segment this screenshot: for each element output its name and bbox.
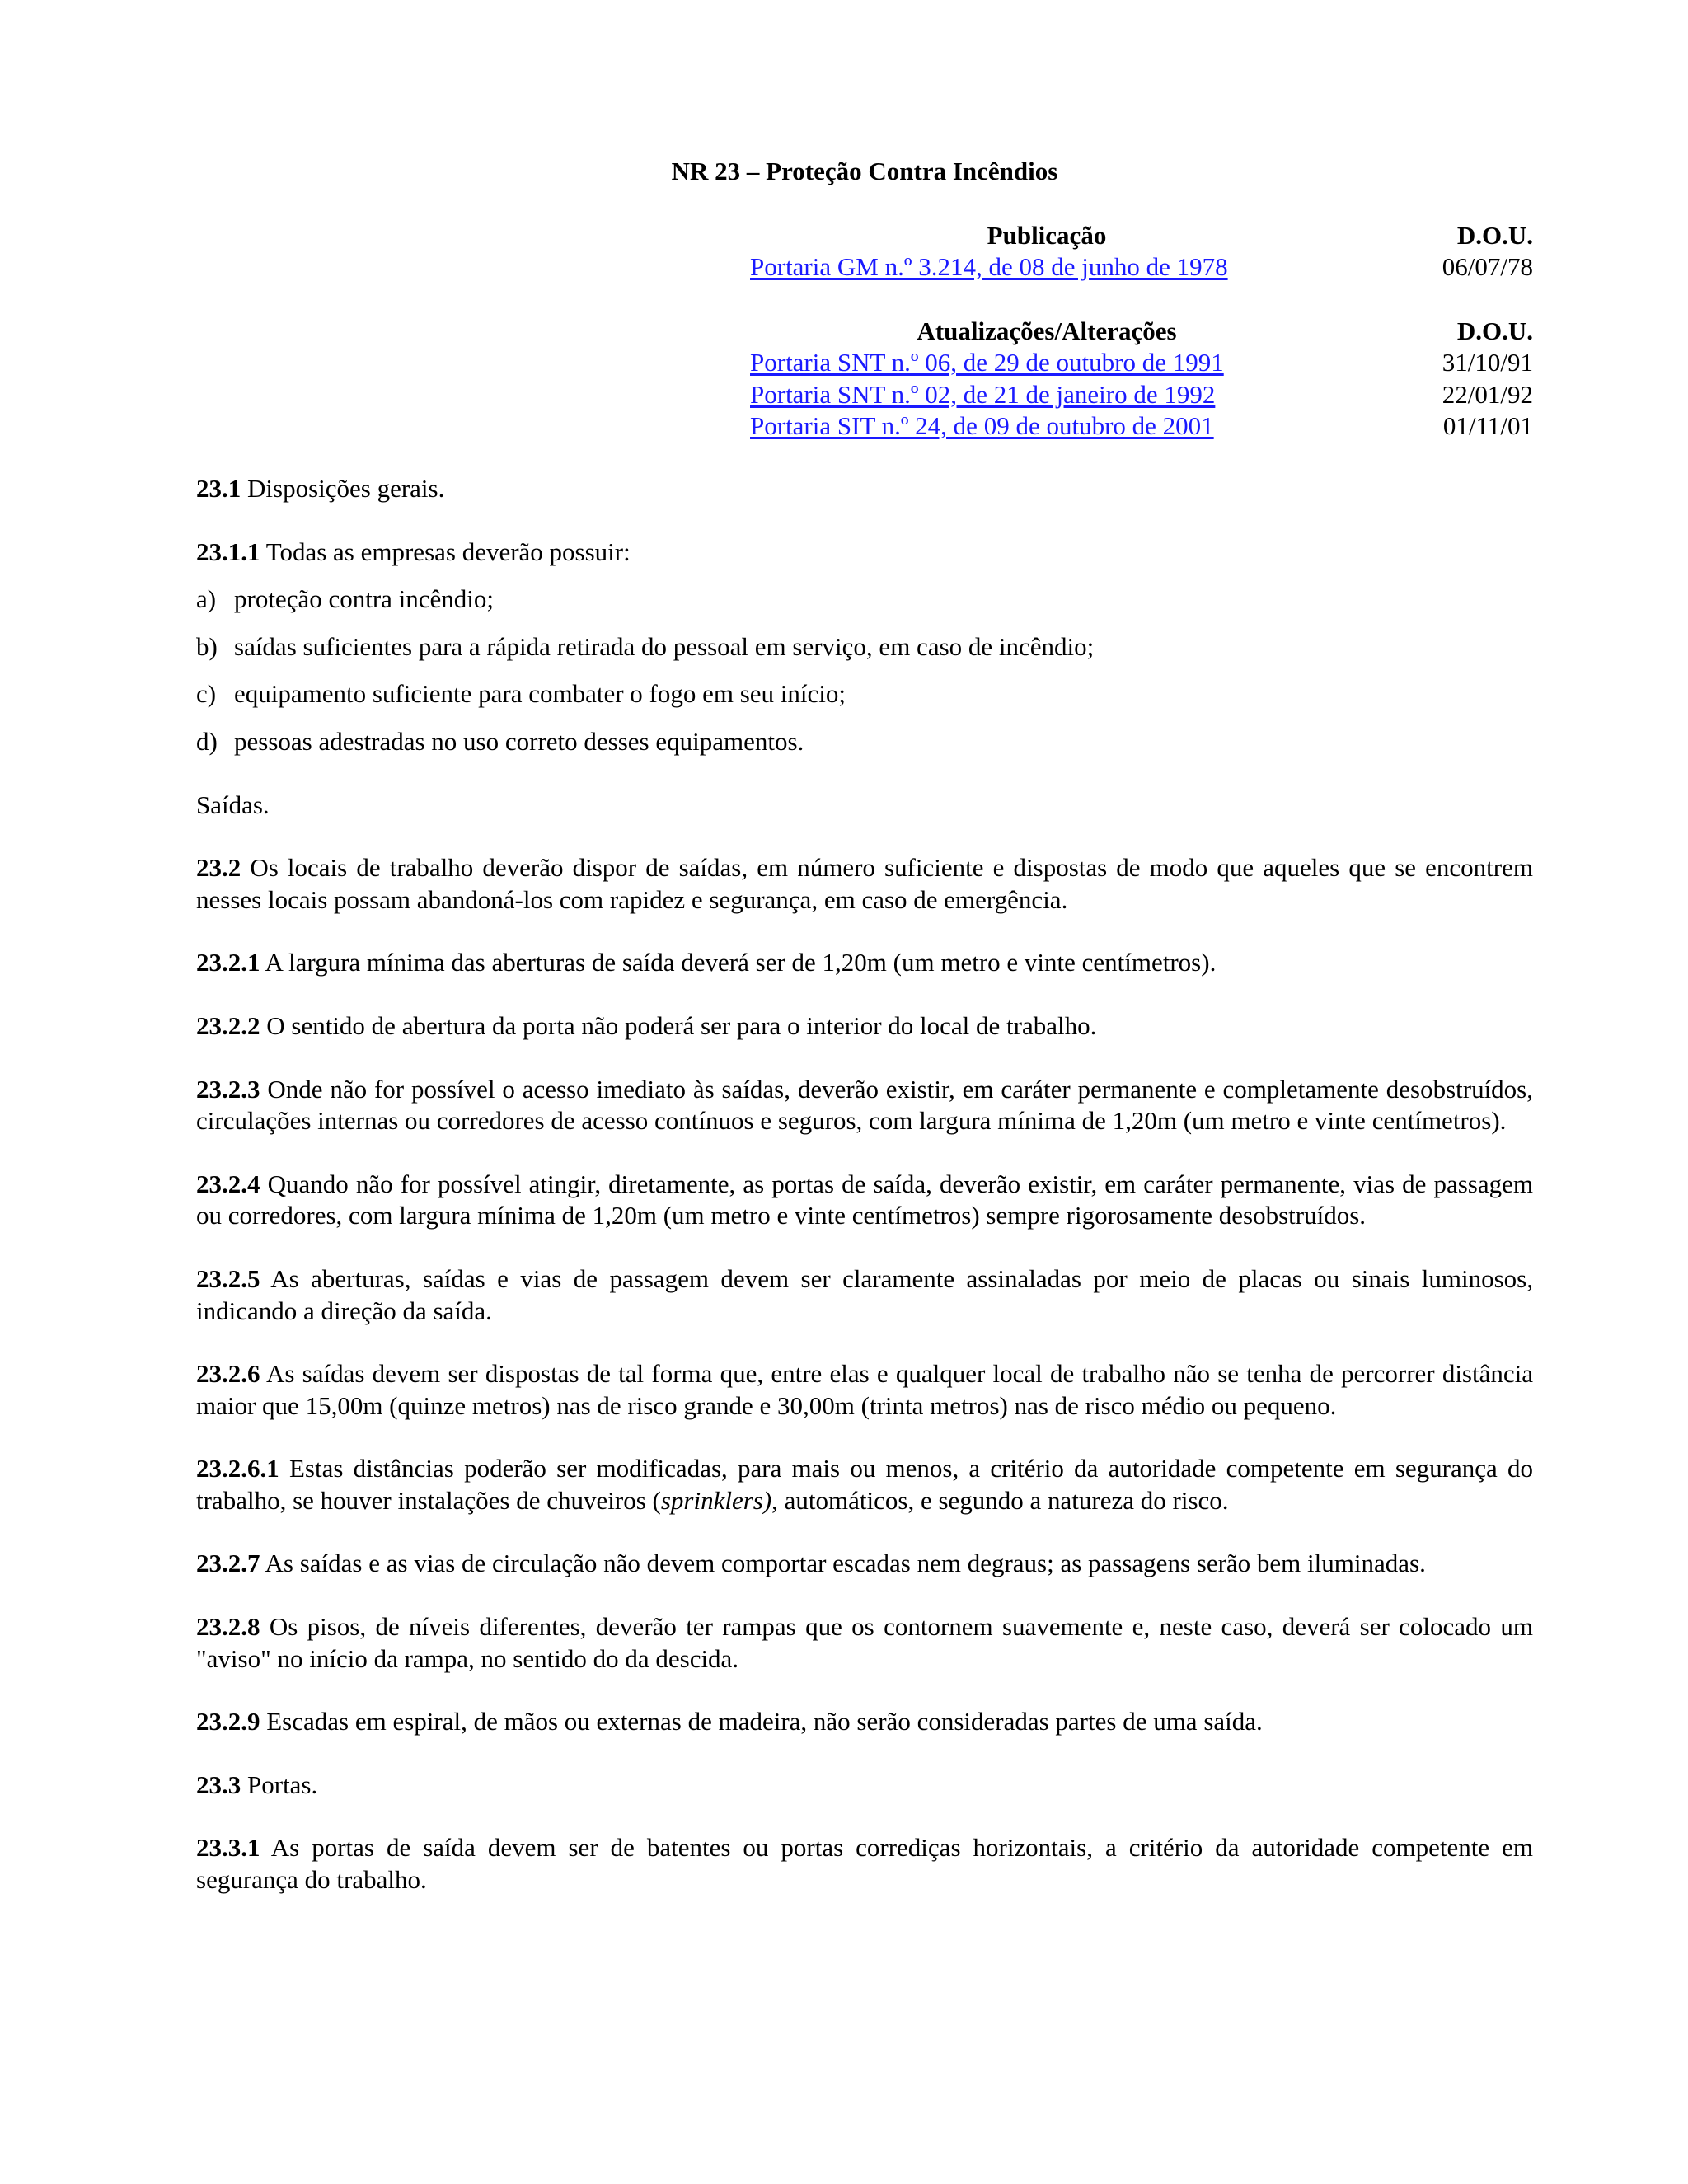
document-title: NR 23 – Proteção Contra Incêndios	[671, 157, 1058, 185]
portaria-link[interactable]: Portaria GM n.º 3.214, de 08 de junho de 1978	[750, 252, 1228, 281]
section-number: 23.2.4	[196, 1169, 260, 1198]
document-body	[196, 473, 1533, 1928]
section-text: Portas.	[241, 1769, 318, 1799]
list-item	[196, 631, 1533, 663]
list-text: proteção contra incêndio;	[234, 584, 495, 614]
section-text: , automáticos, e segundo a natureza do risco.	[771, 1485, 1229, 1515]
updates-header	[750, 316, 1533, 348]
section-23-3-1	[196, 1832, 1533, 1896]
section-text: A largura mínima das aberturas de saída deverá ser de 1,20m (um metro e vinte centímetros).	[260, 948, 1217, 977]
section-text: Estas distâncias poderão ser modificadas, para mais ou menos, a critério da autoridade competente em segurança do trabalho, se houver instalações de chuveiros (	[196, 1454, 1533, 1515]
publication-header-label: Publicação	[987, 221, 1107, 250]
section-number: 23.2.6	[196, 1359, 260, 1389]
section-number: 23.2.9	[196, 1707, 260, 1736]
updates-header-label: Atualizações/Alterações	[917, 316, 1177, 345]
section-23-2-7	[196, 1548, 1533, 1580]
section-text: Os locais de trabalho deverão dispor de saídas, em número suficiente e dispostas de modo que aqueles que se encontrem nesses locais possam abandoná-los com rapidez e segurança, em caso de emergência.	[196, 853, 1533, 914]
list-text: equipamento suficiente para combater o fogo em seu início;	[234, 679, 846, 709]
section-number: 23.2.5	[196, 1263, 260, 1293]
portaria-link[interactable]: Portaria SIT n.º 24, de 09 de outubro de 2001	[750, 411, 1214, 440]
section-number: 23.1	[196, 474, 241, 503]
updates-row	[750, 380, 1533, 412]
list-marker: a)	[196, 584, 217, 614]
section-text: As saídas devem ser dispostas de tal forma que, entre elas e qualquer local de trabalho não se tenha de percorrer distância maior que 15,00m (quinze metros) nas de risco grande e 30,00m (trinta metros) nas de risco médio ou pequeno.	[196, 1359, 1533, 1420]
section-number: 23.2.1	[196, 948, 260, 977]
publication-header-dou: D.O.U.	[1456, 221, 1533, 250]
updates-row	[750, 411, 1533, 443]
list-marker: c)	[196, 679, 217, 709]
section-text: Os pisos, de níveis diferentes, deverão ter rampas que os contornem suavemente e, neste caso, deverá ser colocado um "aviso" no início da rampa, no sentido do da descida.	[196, 1612, 1533, 1673]
portaria-link[interactable]: Portaria SNT n.º 02, de 21 de janeiro de 1992	[750, 379, 1216, 409]
publication-header	[750, 221, 1533, 252]
section-23-1-1	[196, 537, 1533, 569]
section-23-2-5	[196, 1263, 1533, 1327]
dou-date: 22/01/92	[1442, 379, 1533, 409]
dou-date: 31/10/91	[1442, 348, 1533, 377]
list-marker: b)	[196, 631, 218, 661]
section-number: 23.1.1	[196, 537, 260, 566]
section-number: 23.2.6.1	[196, 1454, 279, 1483]
section-text: Onde não for possível o acesso imediato às saídas, deverão existir, em caráter permanente e completamente desobstruídos, circulações internas ou corredores de acesso contínuos e seguros, com largura mínima de 1,20m (um metro e vinte centímetros).	[196, 1074, 1533, 1136]
list-item	[196, 583, 1533, 616]
section-23-2-8	[196, 1611, 1533, 1675]
updates-table	[750, 316, 1533, 443]
section-text: Todas as empresas deverão possuir:	[260, 537, 631, 566]
publication-table	[750, 221, 1533, 284]
section-23-1	[196, 473, 1533, 505]
list-marker: d)	[196, 726, 218, 756]
section-23-2-2	[196, 1010, 1533, 1043]
section-text: As portas de saída devem ser de batentes ou portas corrediças horizontais, a critério da autoridade competente em segurança do trabalho.	[196, 1833, 1533, 1895]
section-text: Escadas em espiral, de mãos ou externas de madeira, não serão consideradas partes de uma saída.	[260, 1707, 1263, 1736]
section-23-2-6	[196, 1358, 1533, 1422]
publication-row	[750, 252, 1533, 284]
section-text-italic: sprinklers)	[660, 1485, 772, 1515]
section-text: O sentido de abertura da porta não poderá ser para o interior do local de trabalho.	[260, 1010, 1097, 1040]
section-23-2	[196, 852, 1533, 916]
dou-date: 06/07/78	[1442, 252, 1533, 281]
section-text: Quando não for possível atingir, diretamente, as portas de saída, deverão existir, em caráter permanente, vias de passagem ou corredores, com largura mínima de 1,20m (um metro e vinte centímetros) sempre rigorosamente desobstruídos.	[196, 1169, 1533, 1230]
section-23-2-6-1	[196, 1453, 1533, 1516]
list-text: pessoas adestradas no uso correto desses equipamentos.	[234, 726, 804, 756]
updates-header-dou: D.O.U.	[1456, 316, 1533, 345]
section-23-3	[196, 1769, 1533, 1802]
section-heading-saidas: Saídas.	[196, 790, 270, 819]
section-number: 23.2.8	[196, 1612, 260, 1642]
dou-date: 01/11/01	[1442, 411, 1533, 440]
section-23-2-4	[196, 1169, 1533, 1232]
section-text: As saídas e as vias de circulação não devem comportar escadas nem degraus; as passagens serão bem iluminadas.	[260, 1549, 1426, 1578]
section-number: 23.2	[196, 853, 241, 883]
list-item	[196, 726, 1533, 758]
section-number: 23.2.3	[196, 1074, 260, 1104]
section-23-2-1	[196, 947, 1533, 979]
section-text: As aberturas, saídas e vias de passagem devem ser claramente assinaladas por meio de placas ou sinais luminosos, indicando a direção da saída.	[196, 1263, 1533, 1325]
updates-row	[750, 348, 1533, 380]
section-number: 23.2.2	[196, 1010, 260, 1040]
portaria-link[interactable]: Portaria SNT n.º 06, de 29 de outubro de 1991	[750, 348, 1224, 377]
list-item	[196, 678, 1533, 710]
section-text: Disposições gerais.	[241, 474, 445, 503]
section-23-2-9	[196, 1706, 1533, 1738]
section-number: 23.3.1	[196, 1833, 260, 1863]
section-number: 23.2.7	[196, 1549, 260, 1578]
section-number: 23.3	[196, 1769, 241, 1799]
section-23-2-3	[196, 1074, 1533, 1137]
list-text: saídas suficientes para a rápida retirada do pessoal em serviço, em caso de incêndio;	[234, 631, 1095, 661]
